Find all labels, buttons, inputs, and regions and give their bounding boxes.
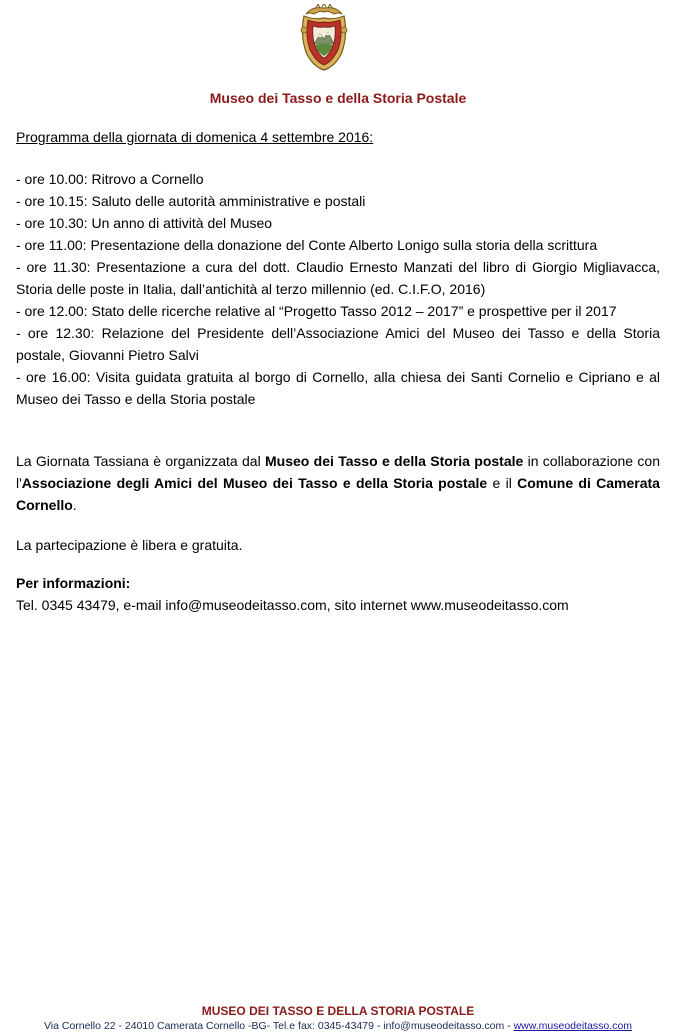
program-heading: Programma della giornata di domenica 4 settembre 2016: (16, 129, 374, 145)
schedule-item: - ore 10.30: Un anno di attività del Museo (16, 215, 273, 231)
schedule-item: - ore 10.15: Saluto delle autorità amministrative e postali (16, 193, 366, 209)
footer-address-text: Via Cornello 22 - 24010 Camerata Cornello -BG- Tel.e fax: 0345-43479 - info@museodeitasso.com - (43, 1020, 514, 1032)
schedule-item: - ore 10.00: Ritrovo a Cornello (16, 171, 204, 187)
org-text: La Giornata Tassiana è organizzata dal (16, 453, 266, 469)
footer (0, 1003, 676, 1033)
footer-title: MUSEO DEI TASSO E DELLA STORIA POSTALE (201, 1004, 475, 1018)
document-body (16, 126, 660, 616)
info-heading: Per informazioni: (16, 575, 131, 591)
museum-name: Museo dei Tasso e della Storia postale (265, 453, 524, 469)
schedule-item: - ore 16.00: Visita guidata gratuita al borgo di Cornello, alla chiesa dei Santi Cornelio e Cipriano e al Museo dei Tasso e della Storia postale (16, 369, 660, 407)
org-text: . (72, 497, 77, 513)
participation-note: La partecipazione è libera e gratuita. (16, 537, 243, 553)
coat-of-arms-icon (298, 4, 350, 72)
schedule-item: - ore 11.00: Presentazione della donazione del Conte Alberto Lonigo sulla storia della scrittura (16, 237, 598, 253)
comune-name: Comune di Camerata Cornello (16, 475, 660, 513)
org-text: in collaborazione con l' (16, 453, 660, 491)
schedule-item: - ore 12.00: Stato delle ricerche relative al “Progetto Tasso 2012 – 2017” e prospettive per il 2017 (16, 303, 617, 319)
schedule-list (16, 168, 660, 410)
org-text: e il (487, 475, 518, 491)
contact-line: Tel. 0345 43479, e-mail info@museodeitasso.com, sito internet www.museodeitasso.com (16, 597, 569, 613)
schedule-item: - ore 12.30: Relazione del Presidente dell’Associazione Amici del Museo dei Tasso e della Storia postale, Giovanni Pietro Salvi (16, 325, 660, 363)
organization-paragraph (16, 450, 660, 516)
museum-title: Museo dei Tasso e della Storia Postale (209, 90, 467, 106)
website-link[interactable]: www.museodeitasso.com (513, 1020, 633, 1032)
footer-address (0, 1019, 676, 1033)
schedule-item: - ore 11.30: Presentazione a cura del dott. Claudio Ernesto Manzati del libro di Giorgio Migliavacca, Storia delle poste in Italia, dall’antichità al terzo millennio (ed. C.I.F.O, 2016) (16, 259, 660, 297)
association-name: Associazione degli Amici del Museo dei Tasso e della Storia postale (21, 475, 488, 491)
